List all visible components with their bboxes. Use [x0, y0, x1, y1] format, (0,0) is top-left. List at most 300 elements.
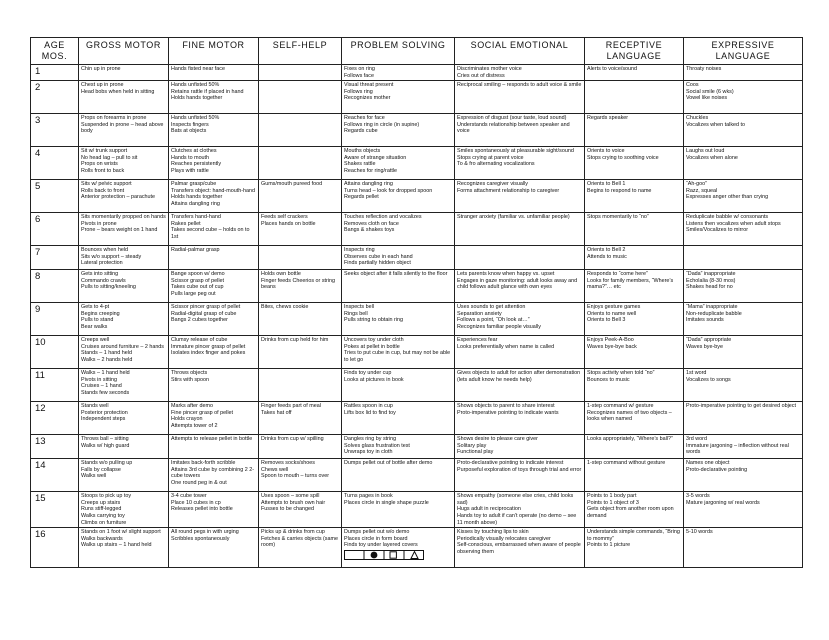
problem-solving-cell [342, 180, 455, 213]
age-cell: 6 [31, 213, 79, 246]
milestone-item: Palmar grasp/cube [171, 181, 217, 188]
milestone-item: Cries out of distress [457, 72, 505, 79]
milestone-item: Chews well [261, 466, 289, 473]
social-emotional-cell [455, 81, 585, 114]
milestone-item: Attends to music [587, 253, 627, 260]
milestone-item: Releases pellet into bottle [171, 506, 233, 513]
milestone-item: Sits w/ pelvic support [81, 181, 132, 188]
milestone-item: Coos [686, 82, 699, 89]
milestone-item: Waves bye-bye back [587, 343, 637, 350]
expressive-language-cell [684, 369, 803, 402]
milestone-item: Suspended in prone – head above body [81, 121, 164, 135]
table-row [31, 114, 803, 147]
milestone-item: Gums/mouth pureed food [261, 181, 323, 188]
milestone-item: Vocalizes when talked to [686, 121, 746, 128]
problem-solving-cell [342, 402, 455, 435]
milestone-item: Forms attachment relationship to caregiver [457, 187, 560, 194]
milestone-item: Scribbles spontaneously [171, 535, 230, 542]
milestone-item: Non-reduplicate babble [686, 310, 742, 317]
social-emotional-cell [455, 180, 585, 213]
milestone-item: Places circle in form board [344, 535, 408, 542]
milestone-item: Looks for family members, “Where’s mama?”… etc [587, 277, 674, 291]
milestone-item: Aware of strange situation [344, 154, 407, 161]
milestone-item: Smiles spontaneously at pleasurable sight/sound [457, 148, 574, 155]
milestone-item: Bange spoon w/ demo [171, 271, 225, 278]
milestone-item: Shows desire to please care giver [457, 436, 538, 443]
self-help-cell [259, 528, 342, 568]
table-row [31, 492, 803, 528]
milestone-item: Looks appropriately, “Where’s ball?” [587, 436, 673, 443]
milestone-item: Waves bye-bye [686, 343, 723, 350]
milestone-item: Finger feeds part of meal [261, 403, 321, 410]
milestone-item: Seeks object after it falls silently to the floor [344, 271, 448, 278]
milestone-item: Touches reflection and vocalizes [344, 214, 422, 221]
gross-motor-cell [79, 147, 169, 180]
milestone-item: Walks up stairs – 1 hand held [81, 542, 152, 549]
problem-solving-cell [342, 114, 455, 147]
milestone-item: Begins to respond to name [587, 187, 652, 194]
milestone-item: Attains dangling ring [344, 181, 393, 188]
milestone-item: Shows objects to parent to share interest [457, 403, 555, 410]
gross-motor-cell [79, 369, 169, 402]
milestone-item: Shakes head for no [686, 284, 733, 291]
milestone-item: Orients to voice [587, 148, 625, 155]
milestone-item: Functional play [457, 449, 494, 456]
milestone-item: “Dada” appropriate [686, 337, 732, 344]
table-row [31, 180, 803, 213]
milestone-item: Follows ring in circle (in supine) [344, 121, 420, 128]
age-cell: 5 [31, 180, 79, 213]
expressive-language-cell [684, 492, 803, 528]
milestone-item: Stands well [81, 403, 109, 410]
milestone-item: Points to 1 object of 3 [587, 499, 639, 506]
gross-motor-cell [79, 270, 169, 303]
problem-solving-cell [342, 303, 455, 336]
milestone-item: Gets to 4-pt [81, 304, 110, 311]
milestone-item: Throaty noises [686, 66, 722, 72]
milestone-item: Turns pages in book [344, 493, 393, 500]
milestone-item: Proto-imperative pointing to indicate wants [457, 409, 559, 416]
problem-solving-cell [342, 528, 455, 568]
milestone-item: Points to 1 body part [587, 493, 637, 500]
milestone-item: Uses spoon – some spill [261, 493, 320, 500]
milestone-item: Holds crayon [171, 416, 203, 423]
table-row [31, 303, 803, 336]
milestone-item: Sits w/o support – steady [81, 253, 142, 260]
table-row [31, 336, 803, 369]
social-emotional-cell [455, 492, 585, 528]
milestone-item: Bites, chews cookie [261, 304, 309, 311]
milestone-item: 3rd word [686, 436, 707, 443]
milestone-item: Follows ring [344, 88, 373, 95]
receptive-language-cell [585, 147, 684, 180]
milestone-item: Finds partially hidden object [344, 260, 411, 267]
milestone-item: Pivots in prone [81, 220, 117, 227]
milestone-item: Sits momentarily propped on hands [81, 214, 166, 221]
receptive-language-cell [585, 213, 684, 246]
header-gross-motor: GROSS MOTOR [79, 38, 169, 65]
fine-motor-cell [169, 147, 259, 180]
milestone-item: Scissor pincer grasp of pellet [171, 304, 241, 311]
header-social-emotional: SOCIAL EMOTIONAL [455, 38, 585, 65]
milestone-item: Shows empathy (someone else cries, child looks sad) [457, 493, 574, 506]
milestone-item: Regards speaker [587, 115, 629, 122]
milestone-item: Hands fisted near face [171, 66, 225, 72]
problem-solving-cell [342, 492, 455, 528]
receptive-language-cell [585, 435, 684, 459]
milestone-item: Pulls large peg out [171, 290, 216, 297]
table-row [31, 270, 803, 303]
milestone-item: Expresses anger other than crying [686, 194, 769, 201]
milestone-item: Proto-imperative pointing to get desired object [686, 403, 796, 410]
milestone-item: Engages in gaze monitoring: adult looks away and child follows adult glance with own eyes [457, 277, 578, 291]
problem-solving-cell [342, 246, 455, 270]
self-help-cell [259, 213, 342, 246]
milestone-item: Transfers object: hand-mouth-hand [171, 187, 255, 194]
milestone-item: Transfers hand-hand [171, 214, 221, 221]
milestone-item: 5-10 words [686, 529, 713, 536]
milestone-item: Scissor grasp of pellet [171, 277, 225, 284]
self-help-cell [259, 114, 342, 147]
milestone-item: Cruises around furniture – 2 hands [81, 343, 165, 350]
milestone-item: Rings bell [344, 310, 368, 317]
milestone-item: Rakes pellet [171, 220, 201, 227]
milestone-item: Discriminates mother voice [457, 66, 522, 72]
expressive-language-cell [684, 213, 803, 246]
expressive-language-cell [684, 336, 803, 369]
self-help-cell [259, 180, 342, 213]
age-cell: 4 [31, 147, 79, 180]
milestone-item: Solitary play [457, 442, 487, 449]
milestone-item: Mature jargoning w/ real words [686, 499, 760, 506]
milestone-item: Finds toy under layered covers [344, 542, 418, 549]
milestone-item: Stops momentarily to “no” [587, 214, 649, 221]
milestone-item: Orients to Bell 3 [587, 317, 626, 324]
table-row [31, 459, 803, 492]
milestone-item: Runs stiff-legged [81, 506, 122, 513]
milestone-item: Props on forearms in prone [81, 115, 147, 122]
self-help-cell [259, 369, 342, 402]
milestone-item: Removes cloth on face [344, 220, 399, 227]
milestone-item: Holds hands together [171, 194, 223, 201]
milestone-item: Fusses to be changed [261, 506, 315, 513]
expressive-language-cell [684, 246, 803, 270]
milestone-item: Places hands on bottle [261, 220, 316, 227]
milestone-item: 1-step command without gesture [587, 460, 666, 467]
expressive-language-cell [684, 65, 803, 81]
milestone-item: Shakes rattle [344, 161, 376, 168]
milestone-item: Removes socks/shoes [261, 460, 315, 467]
fine-motor-cell [169, 81, 259, 114]
fine-motor-cell [169, 65, 259, 81]
milestone-item: Pokes at pellet in bottle [344, 343, 400, 350]
milestone-item: Kisses by touching lips to skin [457, 529, 529, 536]
milestone-item: Points to 1 picture [587, 542, 631, 549]
milestone-item: Holds own bottle [261, 271, 301, 278]
milestone-item: Recognizes names of two objects – looks when named [587, 409, 672, 423]
milestone-item: Experiences fear [457, 337, 498, 344]
self-help-cell [259, 147, 342, 180]
milestone-item: Stands on 1 foot w/ slight support [81, 529, 161, 536]
milestone-item: Walks backwards [81, 535, 123, 542]
fine-motor-cell [169, 402, 259, 435]
milestone-item: Lifts box lid to find toy [344, 409, 396, 416]
milestone-item: Cruises – 1 hand [81, 383, 122, 390]
milestone-item: Finger feeds Cheerios or string beans [261, 277, 336, 291]
table-row [31, 369, 803, 402]
milestone-item: Bangs & shakes toys [344, 227, 395, 234]
milestone-item: Regards cube [344, 128, 378, 135]
age-cell: 13 [31, 435, 79, 459]
milestone-item: Fetches & carries objects (same room) [261, 535, 338, 549]
milestone-item: Recognizes caregiver visually [457, 181, 529, 188]
social-emotional-cell [455, 213, 585, 246]
social-emotional-cell [455, 459, 585, 492]
problem-solving-cell [342, 147, 455, 180]
milestone-item: Independent steps [81, 416, 126, 423]
fine-motor-cell [169, 528, 259, 568]
milestone-item: Drinks from cup w/ spilling [261, 436, 324, 443]
milestone-item: Tries to put cube in cup, but may not be able to let go [344, 350, 451, 363]
receptive-language-cell [585, 270, 684, 303]
milestone-item: All round pegs in with urging [171, 529, 239, 536]
fine-motor-cell [169, 180, 259, 213]
milestone-item: No head lag – pull to sit [81, 154, 138, 161]
receptive-language-cell [585, 369, 684, 402]
expressive-language-cell [684, 81, 803, 114]
milestone-item: Looks preferentially when name is called [457, 343, 555, 350]
milestone-item: Throws objects [171, 370, 208, 377]
receptive-language-cell [585, 303, 684, 336]
milestone-item: Clumsy release of cube [171, 337, 228, 344]
milestone-item: Uses sounds to get attention [457, 304, 526, 311]
age-cell: 14 [31, 459, 79, 492]
gross-motor-cell [79, 402, 169, 435]
milestone-item: Drinks from cup held for him [261, 337, 329, 344]
milestone-item: Stands – 1 hand held [81, 350, 132, 357]
problem-solving-cell [342, 369, 455, 402]
milestone-item: Attains 3rd cube by combining 2 2-cube towers [171, 466, 255, 480]
receptive-language-cell [585, 114, 684, 147]
problem-solving-cell [342, 213, 455, 246]
milestone-item: Echolalia (8-30 mos) [686, 277, 736, 284]
milestone-item: Stands w/o pulling up [81, 460, 133, 467]
milestone-item: Stops crying at parent voice [457, 154, 524, 161]
milestone-item: Pivots in sitting [81, 376, 117, 383]
milestone-item: Dumps pellet out w/o demo [344, 529, 410, 536]
milestone-item: Imitates back-forth scribble [171, 460, 236, 467]
milestone-item: Responds to “come here” [587, 271, 648, 278]
table-row [31, 81, 803, 114]
milestone-item: To & fro alternating vocalizations [457, 161, 535, 168]
milestone-item: Pulls string to obtain ring [344, 317, 404, 324]
milestone-item: Creeps up stairs [81, 499, 121, 506]
milestone-item: Orients to Bell 2 [587, 247, 626, 254]
gross-motor-cell [79, 492, 169, 528]
milestone-item: Rolls back to front [81, 187, 125, 194]
milestone-item: Place 10 cubes in cp [171, 499, 221, 506]
milestone-item: Radial-palmar grasp [171, 247, 220, 254]
milestone-item: Proto-declarative pointing to indicate interest [457, 460, 564, 467]
milestone-item: Reduplicate babble w/ consonants [686, 214, 769, 221]
milestone-item: Immature pincer grasp of pellet [171, 343, 246, 350]
milestone-item: One round peg in & out [171, 479, 227, 486]
age-cell: 10 [31, 336, 79, 369]
header-fine-motor: FINE MOTOR [169, 38, 259, 65]
age-cell: 11 [31, 369, 79, 402]
milestone-item: Vowel like noises [686, 95, 728, 102]
table-row [31, 147, 803, 180]
expressive-language-cell [684, 459, 803, 492]
milestone-item: Bounces when held [81, 247, 129, 254]
fine-motor-cell [169, 435, 259, 459]
age-cell: 2 [31, 81, 79, 114]
milestone-item: Places circle in single shape puzzle [344, 499, 429, 506]
social-emotional-cell [455, 65, 585, 81]
milestone-item: Finds toy under cup [344, 370, 392, 377]
expressive-language-cell [684, 270, 803, 303]
age-cell: 15 [31, 492, 79, 528]
milestone-item: Visual threat present [344, 82, 394, 89]
social-emotional-cell [455, 336, 585, 369]
age-cell: 16 [31, 528, 79, 568]
milestone-item: Separation anxiety [457, 310, 502, 317]
milestone-item: Marks after demo [171, 403, 213, 410]
problem-solving-cell [342, 81, 455, 114]
self-help-cell [259, 459, 342, 492]
problem-solving-cell [342, 435, 455, 459]
milestone-item: Self-conscious, embarrassed when aware of people observing them [457, 542, 581, 555]
milestone-item: Climbs on furniture [81, 519, 127, 526]
milestone-item: Social smile (6 wks) [686, 88, 734, 95]
gross-motor-cell [79, 435, 169, 459]
problem-solving-cell [342, 270, 455, 303]
expressive-language-cell [684, 402, 803, 435]
fine-motor-cell [169, 369, 259, 402]
table-row [31, 246, 803, 270]
milestone-item: Retains rattle if placed in hand [171, 88, 244, 95]
fine-motor-cell [169, 213, 259, 246]
milestone-item: Fine pincer grasp of pellet [171, 409, 234, 416]
milestone-item: Posterior protection [81, 409, 128, 416]
milestone-item: Reaches for face [344, 115, 385, 122]
milestone-item: Props on wrists [81, 161, 118, 168]
milestone-item: Listens then vocalizes when adult stops [686, 220, 781, 227]
receptive-language-cell [585, 180, 684, 213]
gross-motor-cell [79, 246, 169, 270]
table-row [31, 213, 803, 246]
milestone-item: Observes cube in each hand [344, 253, 413, 260]
table-row [31, 435, 803, 459]
milestone-item: Orients to Bell 1 [587, 181, 626, 188]
milestone-item: Prone – bears weight on 1 hand [81, 227, 158, 234]
gross-motor-cell [79, 303, 169, 336]
milestone-item: Feeds self crackers [261, 214, 308, 221]
milestone-item: Enjoys Peek-A-Boo [587, 337, 634, 344]
social-emotional-cell [455, 528, 585, 568]
gross-motor-cell [79, 528, 169, 568]
milestone-item: Bear walks [81, 323, 108, 330]
milestone-item: Imitates sounds [686, 317, 724, 324]
milestone-item: Isolates index finger and pokes [171, 350, 246, 357]
self-help-cell [259, 402, 342, 435]
milestone-item: Recognizes familiar people visually [457, 323, 541, 330]
milestone-item: Understands relationship between speaker and voice [457, 121, 570, 135]
self-help-cell [259, 81, 342, 114]
age-cell: 7 [31, 246, 79, 270]
milestone-item: Turns head – look for dropped spoon [344, 187, 433, 194]
milestone-item: Commando crawls [81, 277, 126, 284]
milestone-item: Clutches at clothes [171, 148, 217, 155]
milestone-item: Gets object from another room upon demand [587, 506, 674, 519]
header-problem-solving: PROBLEM SOLVING [342, 38, 455, 65]
gross-motor-cell [79, 65, 169, 81]
milestone-item: Stops crying to soothing voice [587, 154, 659, 161]
milestone-item: Attempts tower of 2 [171, 422, 218, 429]
milestone-item: Hands unfisted 50% [171, 82, 220, 89]
milestone-item: “Ah-goo” [686, 181, 707, 188]
milestone-item: Falls by collapse [81, 466, 121, 473]
milestone-item: Recognizes mother [344, 95, 391, 102]
gross-motor-cell [79, 459, 169, 492]
social-emotional-cell [455, 369, 585, 402]
expressive-language-cell [684, 528, 803, 568]
problem-solving-cell [342, 336, 455, 369]
header-self-help: SELF-HELP [259, 38, 342, 65]
milestone-item: Inspects bell [344, 304, 374, 311]
header-receptive-language: RECEPTIVE LANGUAGE [585, 38, 684, 65]
receptive-language-cell [585, 528, 684, 568]
milestone-item: Inspects ring [344, 247, 375, 254]
milestone-item: Attempts to release pellet in bottle [171, 436, 253, 443]
milestone-item: Takes second cube – holds on to 1st [171, 227, 250, 240]
milestone-item: Radial-digital grasp of cube [171, 310, 237, 317]
milestone-item: Stands few seconds [81, 389, 130, 396]
expressive-language-cell [684, 180, 803, 213]
milestone-item: Begins creeping [81, 310, 120, 317]
milestone-item: Sit w/ trunk support [81, 148, 128, 155]
milestone-item: Chest up in prone [81, 82, 124, 89]
milestone-item: Solves glass frustration test [344, 442, 410, 449]
milestone-item: Lateral protection [81, 260, 123, 267]
gross-motor-cell [79, 213, 169, 246]
milestone-item: Vocalizes when alone [686, 154, 738, 161]
milestone-item: “Mama” inappropriate [686, 304, 738, 311]
self-help-cell [259, 492, 342, 528]
self-help-cell [259, 246, 342, 270]
milestone-item: 1st word [686, 370, 707, 377]
milestone-item: Names one object [686, 460, 730, 467]
receptive-language-cell [585, 246, 684, 270]
milestone-item: Takes hat off [261, 409, 292, 416]
milestone-item: Understands simple commands, “Bring to mommy” [587, 529, 680, 542]
milestone-item: Chin up in prone [81, 66, 121, 72]
expressive-language-cell [684, 303, 803, 336]
header-expressive-language: EXPRESSIVE LANGUAGE [684, 38, 803, 65]
social-emotional-cell [455, 402, 585, 435]
milestone-item: Walks well [81, 473, 107, 480]
self-help-cell [259, 435, 342, 459]
milestone-item: Rolls front to back [81, 167, 125, 174]
milestone-item: Gets into sitting [81, 271, 119, 278]
milestone-item: Stoops to pick up toy [81, 493, 132, 500]
header-age: AGE MOS. [31, 38, 79, 65]
milestone-item: Walks – 1 hand held [81, 370, 130, 377]
header-row [31, 38, 803, 65]
gross-motor-cell [79, 336, 169, 369]
self-help-cell [259, 303, 342, 336]
gross-motor-cell [79, 114, 169, 147]
